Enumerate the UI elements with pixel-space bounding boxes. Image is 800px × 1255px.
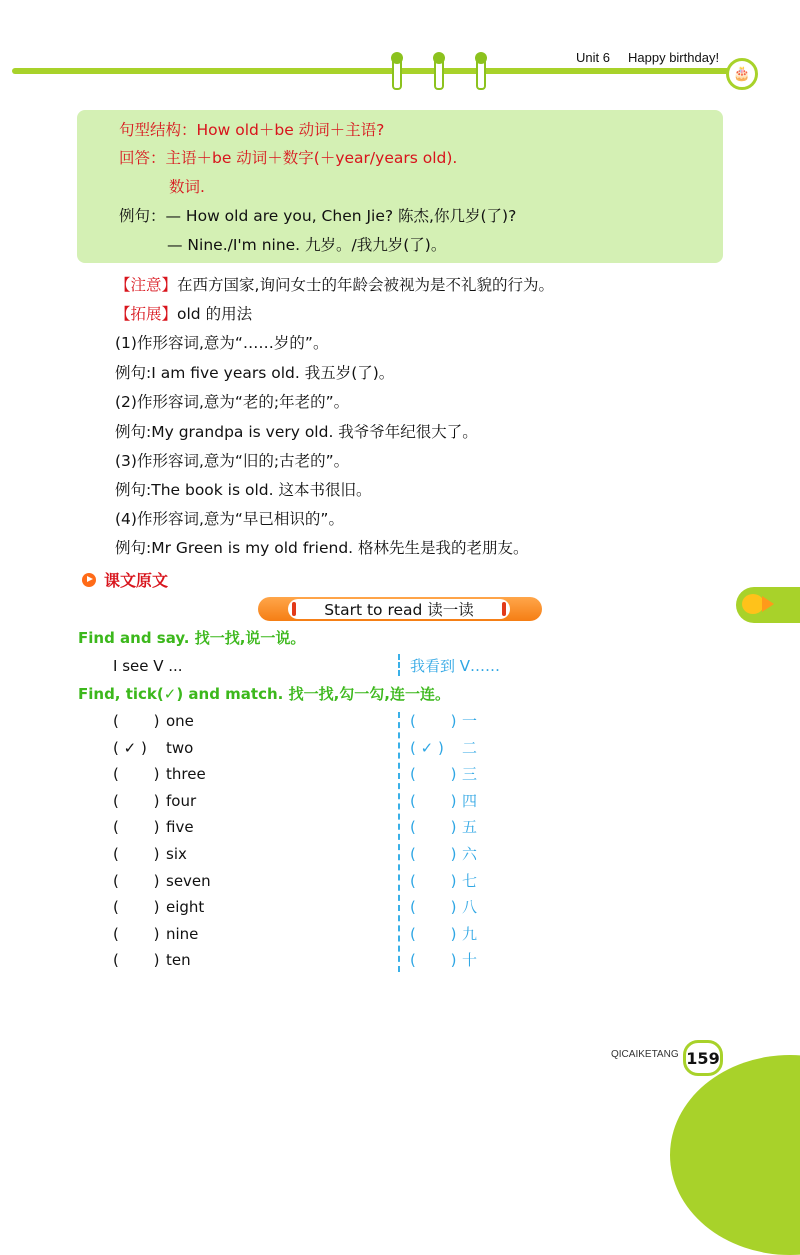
left-tick-mark[interactable]: ( ) bbox=[113, 845, 160, 863]
right-tick-mark[interactable]: ( ) bbox=[410, 818, 457, 836]
right-tick-mark[interactable]: ( ) bbox=[410, 765, 457, 783]
cake-icon: 🎂 bbox=[726, 58, 758, 90]
publisher-name: QICAIKETANG bbox=[611, 1049, 679, 1060]
section-heading bbox=[82, 568, 168, 591]
left-tick-mark[interactable]: ( ) bbox=[113, 765, 160, 783]
right-tick-mark[interactable]: ( ) bbox=[410, 712, 457, 730]
english-number: ten bbox=[166, 951, 191, 969]
extend-tag: 【拓展】 bbox=[115, 305, 178, 323]
right-tick-mark[interactable]: ( ) bbox=[410, 792, 457, 810]
english-number: five bbox=[166, 818, 194, 836]
fish-icon bbox=[742, 594, 764, 614]
section-title: 课文原文 bbox=[104, 571, 169, 590]
usage-line: (1)作形容词,意为“……岁的”。 bbox=[115, 334, 329, 352]
page-number: 159 bbox=[683, 1040, 723, 1076]
english-number: three bbox=[166, 765, 206, 783]
attention-text: 在西方国家,询问女士的年龄会被视为是不礼貌的行为。 bbox=[177, 276, 554, 294]
right-tick-mark[interactable]: ( ) bbox=[410, 872, 457, 890]
task1-right-text: 我看到 V…… bbox=[410, 657, 501, 675]
right-tick-mark[interactable]: ( ✓ ) bbox=[410, 739, 444, 757]
left-tick-mark[interactable]: ( ) bbox=[113, 712, 160, 730]
header-rule bbox=[12, 68, 750, 74]
dashed-divider bbox=[398, 712, 400, 972]
english-number: two bbox=[166, 739, 194, 757]
usage-line: 例句:My grandpa is very old. 我爷爷年纪很大了。 bbox=[115, 423, 478, 441]
english-number: nine bbox=[166, 925, 199, 943]
task1-left-text: I see V ... bbox=[113, 657, 183, 675]
usage-line: 例句:The book is old. 这本书很旧。 bbox=[115, 481, 372, 499]
usage-line: 例句:Mr Green is my old friend. 格林先生是我的老朋友。 bbox=[115, 539, 529, 557]
corner-decoration bbox=[670, 1055, 800, 1255]
right-tick-mark[interactable]: ( ) bbox=[410, 898, 457, 916]
unit-label: Unit 6 bbox=[576, 50, 610, 65]
chinese-number: 六 bbox=[462, 845, 478, 863]
left-tick-mark[interactable]: ( ) bbox=[113, 951, 160, 969]
english-number: four bbox=[166, 792, 197, 810]
right-tick-mark[interactable]: ( ) bbox=[410, 951, 457, 969]
english-number: seven bbox=[166, 872, 211, 890]
chinese-number: 五 bbox=[462, 818, 478, 836]
play-bullet-icon bbox=[82, 573, 96, 587]
banner-label: Start to read 读一读 bbox=[288, 599, 510, 619]
grammar-answer: 回答：主语＋be 动词＋数字(＋year/years old). bbox=[119, 149, 458, 167]
grammar-example-answer: — Nine./I'm nine. 九岁。/我九岁(了)。 bbox=[167, 236, 447, 254]
grammar-box bbox=[77, 110, 723, 263]
task-find-and-say: Find and say. 找一找,说一说。 bbox=[78, 629, 306, 647]
usage-line: (2)作形容词,意为“老的;年老的”。 bbox=[115, 393, 350, 411]
attention-tag: 【注意】 bbox=[115, 276, 178, 294]
left-tick-mark[interactable]: ( ) bbox=[113, 898, 160, 916]
left-tick-mark[interactable]: ( ✓ ) bbox=[113, 739, 147, 757]
dashed-divider bbox=[398, 654, 400, 676]
chinese-number: 三 bbox=[462, 765, 478, 783]
fish-tail-icon bbox=[762, 596, 774, 612]
english-number: eight bbox=[166, 898, 205, 916]
unit-title: Happy birthday! bbox=[628, 50, 720, 65]
english-number: six bbox=[166, 845, 187, 863]
grammar-numeral: 数词. bbox=[169, 178, 205, 196]
extend-text: old 的用法 bbox=[177, 305, 253, 323]
chinese-number: 七 bbox=[462, 872, 478, 890]
chinese-number: 十 bbox=[462, 951, 478, 969]
chinese-number: 九 bbox=[462, 925, 478, 943]
task-find-tick-match: Find, tick(✓) and match. 找一找,勾一勾,连一连。 bbox=[78, 685, 450, 703]
grammar-example-question: 例句：— How old are you, Chen Jie? 陈杰,你几岁(了)? bbox=[119, 207, 517, 225]
binder-ring bbox=[476, 56, 486, 90]
side-tab bbox=[736, 587, 800, 623]
left-tick-mark[interactable]: ( ) bbox=[113, 872, 160, 890]
left-tick-mark[interactable]: ( ) bbox=[113, 818, 160, 836]
binder-ring bbox=[392, 56, 402, 90]
left-tick-mark[interactable]: ( ) bbox=[113, 792, 160, 810]
usage-line: (4)作形容词,意为“早已相识的”。 bbox=[115, 510, 344, 528]
start-to-read-banner bbox=[258, 597, 542, 621]
right-tick-mark[interactable]: ( ) bbox=[410, 845, 457, 863]
extend-note bbox=[115, 304, 252, 324]
usage-line: 例句:I am five years old. 我五岁(了)。 bbox=[115, 364, 395, 382]
grammar-structure: 句型结构：How old＋be 动词＋主语? bbox=[119, 121, 385, 139]
right-tick-mark[interactable]: ( ) bbox=[410, 925, 457, 943]
chinese-number: 二 bbox=[462, 739, 478, 757]
chinese-number: 四 bbox=[462, 792, 478, 810]
chinese-number: 一 bbox=[462, 712, 478, 730]
left-tick-mark[interactable]: ( ) bbox=[113, 925, 160, 943]
usage-line: (3)作形容词,意为“旧的;古老的”。 bbox=[115, 452, 350, 470]
english-number: one bbox=[166, 712, 194, 730]
binder-ring bbox=[434, 56, 444, 90]
attention-note bbox=[115, 275, 554, 295]
chinese-number: 八 bbox=[462, 898, 478, 916]
